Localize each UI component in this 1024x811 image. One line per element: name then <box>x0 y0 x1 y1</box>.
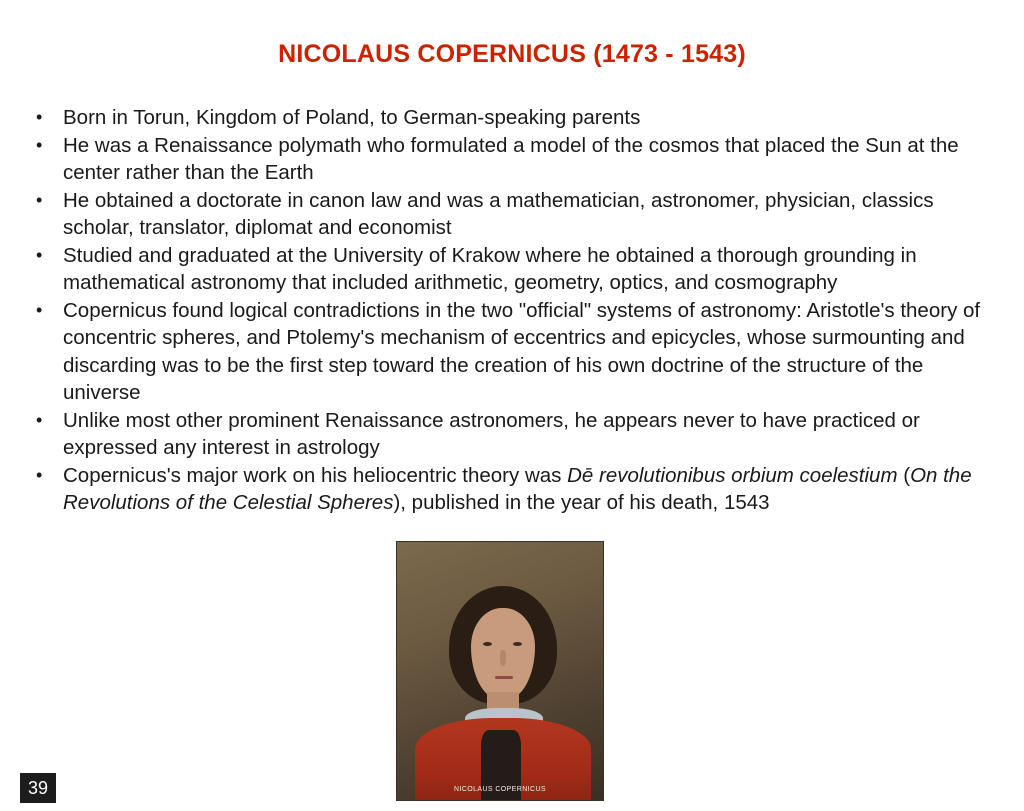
portrait-mouth <box>495 676 513 679</box>
portrait-eye-left <box>483 642 492 646</box>
bullet-doctorate <box>28 187 983 242</box>
bullet-text-italic: Dē revolutionibus orbium coelestium <box>567 463 898 487</box>
portrait-image <box>396 541 604 801</box>
bullet-major-work <box>28 462 983 517</box>
page-title: NICOLAUS COPERNICUS (1473 - 1543) <box>278 40 746 68</box>
portrait-eye-right <box>513 642 522 646</box>
bullet-text: Studied and graduated at the University of Krakow where he obtained a thorough grounding in mathematical astronomy that included arithmetic, geometry, optics, and cosmography <box>63 243 917 294</box>
bullet-text: ( <box>897 463 911 487</box>
bullet-list <box>28 104 983 517</box>
page-number: 39 <box>20 773 56 803</box>
bullet-text: ), published in the year of his death, 1543 <box>393 491 770 514</box>
bullet-polymath <box>28 132 983 187</box>
portrait-nose <box>500 650 506 666</box>
bullet-text: Unlike most other prominent Renaissance astronomers, he appears never to have practiced or expressed any interest in astrology <box>63 408 920 459</box>
bullet-text: Copernicus found logical contradictions in the two "official" systems of astronomy: Aristotle's theory of concentric spheres, and Ptolemy's mechanism of eccentrics and epicycles, whose surmounting and discarding was to be the first step toward the creation of his own doctrine of the structure of the universe <box>63 298 981 404</box>
bullet-birth <box>28 104 983 132</box>
bullet-text: He obtained a doctorate in canon law and was a mathematician, astronomer, physician, classics scholar, translator, diplomat and economist <box>63 188 934 239</box>
portrait-caption: NICOLAUS COPERNICUS <box>453 786 546 793</box>
portrait-artwork <box>397 542 603 800</box>
bullet-astrology <box>28 407 983 462</box>
bullet-contradictions <box>28 297 983 407</box>
bullet-text: Copernicus's major work on his heliocentric theory was <box>63 463 568 487</box>
bullet-krakow <box>28 242 983 297</box>
bullet-text-italic: On the Revolutions of the Celestial Spheres <box>63 463 972 514</box>
bullet-text: He was a Renaissance polymath who formulated a model of the cosmos that placed the Sun at the center rather than the Earth <box>63 133 959 184</box>
bullet-text: Born in Torun, Kingdom of Poland, to German-speaking parents <box>63 106 641 129</box>
